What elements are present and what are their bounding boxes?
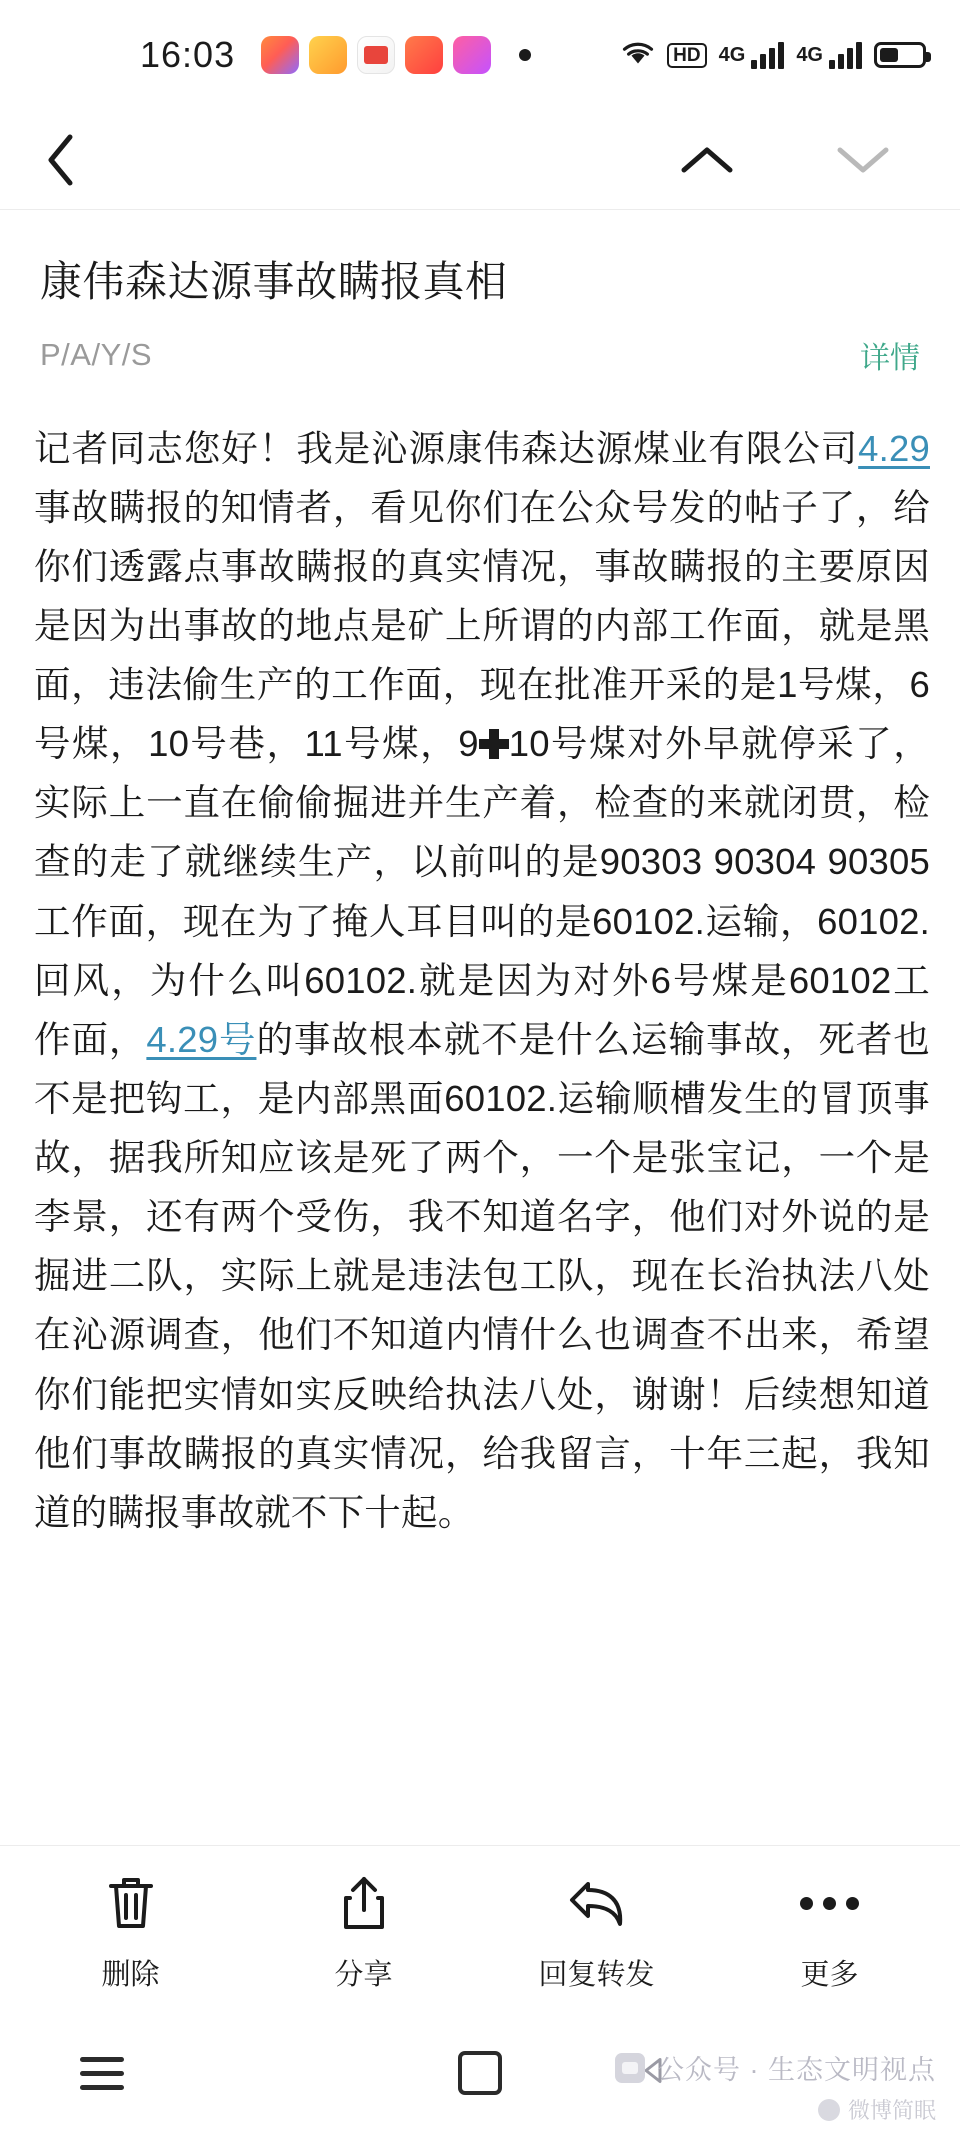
menu-icon[interactable] — [80, 2057, 136, 2090]
reply-forward-label: 回复转发 — [538, 1959, 655, 1991]
watermark-source — [818, 2094, 936, 2125]
photos-app-icon — [261, 36, 299, 74]
reply-forward-button[interactable] — [480, 1872, 713, 1993]
signal-bars-2-icon — [829, 41, 862, 69]
chevron-up-icon — [679, 143, 735, 177]
wifi-icon — [621, 39, 655, 72]
reply-forward-icon — [566, 1872, 628, 1934]
mail-detail-link[interactable]: 详情 — [860, 341, 920, 375]
body-text-6: 的事故根本就不是什么运输事故，死者也不是把钩工，是内部黑面60102.运输顺槽发生的冒顶事故，据我所知应该是死了两个，一个是张宝记，一个是李景，还有两个受伤，我不知道名字，他们对外说的是掘进二队，实际上就是违法包工队，现在长治执法八处在沁源调查，他们不知道内情什么也调查不出来，希望你们能把实情如实反映给执法八处，谢谢！后续想知道他们事故瞒报的真实情况，给我留言，十年三起，我知道的瞒报事故就不下十起。 — [34, 1018, 930, 1533]
mail-body-text — [0, 377, 960, 1846]
mail-meta-row — [40, 333, 920, 377]
watermark-publisher — [615, 2048, 936, 2087]
mail-sender: P/A/Y/S — [40, 336, 153, 372]
share-button[interactable] — [247, 1872, 480, 1993]
share-icon — [338, 1872, 390, 1934]
previous-message-button[interactable] — [662, 130, 752, 190]
watermark-line-2: 微博简眠 — [847, 2098, 936, 2123]
delete-label: 删除 — [101, 1959, 160, 1991]
next-message-button[interactable] — [818, 130, 908, 190]
page-title: 康伟森达源事故瞒报真相 — [40, 258, 508, 305]
plus-glyph-icon — [479, 729, 509, 759]
mail-action-toolbar — [0, 1845, 960, 2013]
network-label-2: 4G — [796, 43, 823, 66]
delete-button[interactable] — [14, 1872, 247, 1993]
share-label: 分享 — [334, 1959, 393, 1991]
more-notifications-dot-icon — [519, 49, 531, 61]
body-text-0: 记者同志您好！我是沁源康伟森达源煤业有限公司 — [34, 427, 859, 469]
back-button[interactable] — [44, 130, 104, 190]
more-label: 更多 — [800, 1959, 859, 1991]
body-link-5[interactable]: 4.29号 — [146, 1018, 257, 1060]
network-label-1: 4G — [718, 43, 746, 66]
body-link-1[interactable]: 4.29 — [858, 427, 930, 469]
body-text-4: 10号煤对外早就停采了，实际上一直在偷偷掘进并生产着，检查的来就闭贯，检查的走了就继续生产，以前叫的是90303 90304 90305工作面，现在为了掩人耳目叫的是60102.运输，60102.回风，为什么叫60102.就是因为对外6号煤是60102工作面， — [34, 723, 931, 1060]
status-system-icons — [621, 39, 926, 72]
status-bar — [0, 0, 960, 110]
status-time: 16:03 — [140, 34, 236, 75]
trash-icon — [105, 1872, 157, 1934]
chevron-down-icon — [835, 143, 891, 177]
watermark-line-1: 公众号 · 生态文明视点 — [657, 2055, 936, 2085]
xiaohongshu-icon — [453, 36, 491, 74]
body-text-2: 事故瞒报的知情者，看见你们在公众号发的帖子了，给你们透露点事故瞒报的真实情况，事故瞒报的主要原因是因为出事故的地点是矿上所谓的内部工作面，就是黑面，违法偷生产的工作面，现在批准开采的是1号煤，6号煤，10号巷，11号煤，9 — [34, 486, 930, 765]
more-button[interactable] — [713, 1872, 946, 1993]
system-navigation-bar — [0, 2013, 960, 2133]
weibo-icon — [309, 36, 347, 74]
more-dots-icon — [800, 1872, 859, 1934]
mail-header — [0, 210, 960, 377]
app-navigation-bar — [0, 110, 960, 210]
battery-icon — [874, 42, 926, 68]
toutiao-icon — [357, 36, 395, 74]
qq-icon — [405, 36, 443, 74]
status-app-badges — [261, 36, 531, 74]
home-icon[interactable] — [458, 2051, 502, 2095]
signal-bars-1-icon — [751, 41, 784, 69]
watermark-avatar-icon — [818, 2099, 840, 2121]
back-chevron-icon — [44, 132, 78, 188]
watermark-logo-icon — [615, 2053, 645, 2083]
hd-voice-icon: HD — [667, 43, 706, 68]
